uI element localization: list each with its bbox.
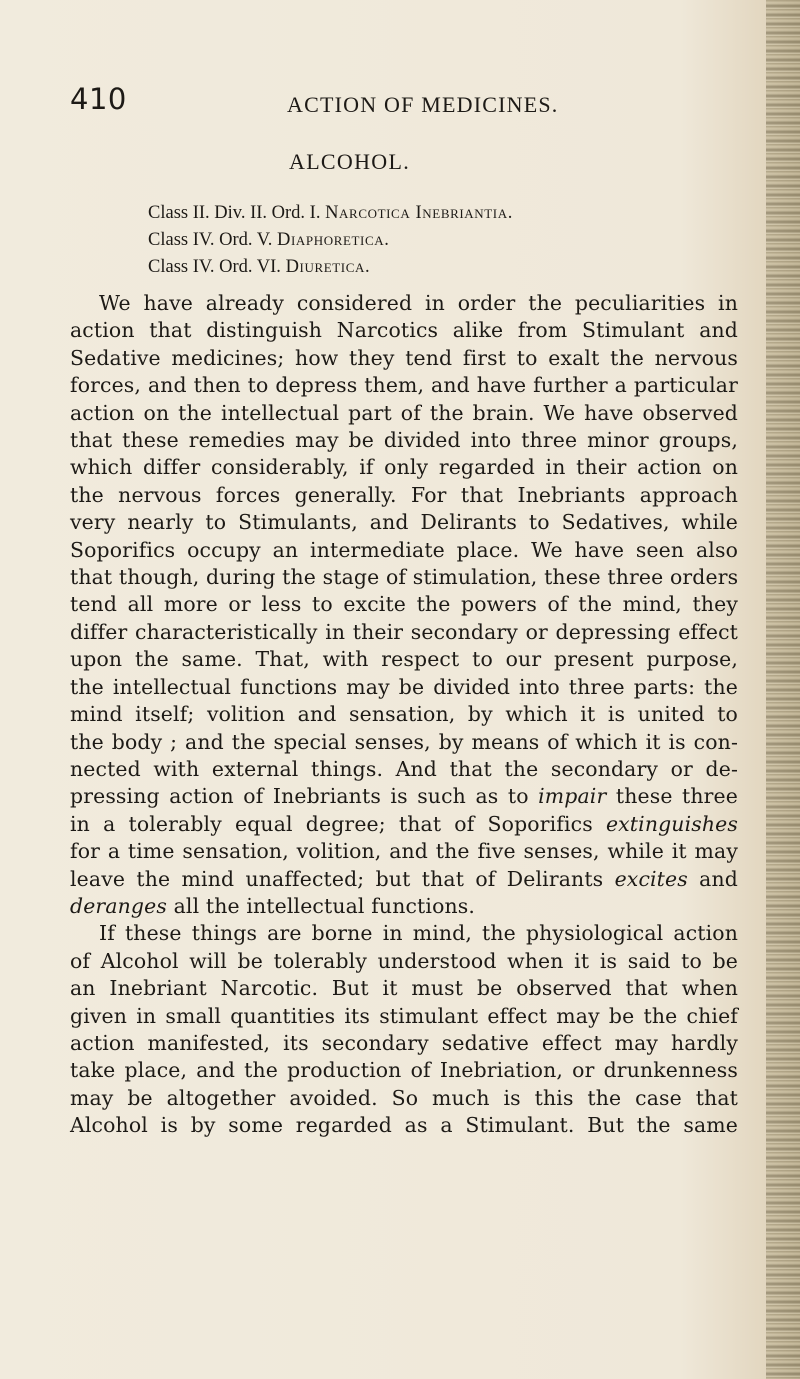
text-line: forces, and then to depress them, and have further a particular <box>70 373 738 398</box>
text-line: given in small quantities its stimulant effect may be the chief <box>70 1003 738 1028</box>
paragraph-1 <box>70 290 738 920</box>
text-line: an Inebriant Narcotic. But it must be observed that when <box>70 976 738 1001</box>
body-text <box>70 290 738 1140</box>
text-line: the body ; and the special senses, by means of which it is con- <box>70 729 738 754</box>
text-line: If these things are borne in mind, the physiological action <box>99 921 738 946</box>
text-line: pressing action of Inebriants is such as to impair these three <box>70 784 738 809</box>
page-header <box>0 82 800 122</box>
classification-list <box>148 200 513 281</box>
text-line: very nearly to Stimulants, and Delirants to Sedatives, while <box>70 510 738 535</box>
classification-line: Class IV. Ord. V. Diaphoretica. <box>148 230 390 250</box>
paragraph-2 <box>70 920 738 1139</box>
text-line: We have already considered in order the peculiarities in <box>99 291 738 315</box>
text-line: action on the intellectual part of the brain. We have observed <box>70 400 738 425</box>
running-head: ACTION OF MEDICINES. <box>287 92 559 117</box>
section-title: ALCOHOL. <box>289 149 411 174</box>
text-line: Soporifics occupy an intermediate place. We have seen also <box>70 537 738 562</box>
classification-line: Class II. Div. II. Ord. I. Narcotica Inebriantia. <box>148 203 513 223</box>
text-line: action that distinguish Narcotics alike from Stimulant and <box>70 318 738 343</box>
text-line: the nervous forces generally. For that Inebriants approach <box>70 482 738 507</box>
text-line: that these remedies may be divided into three minor groups, <box>70 428 738 453</box>
text-line: which differ considerably, if only regarded in their action on <box>70 455 738 480</box>
text-line: differ characteristically in their secondary or depressing effect <box>70 619 738 644</box>
text-line: tend all more or less to excite the powers of the mind, they <box>70 592 738 617</box>
text-line: the intellectual functions may be divided into three parts: the <box>70 674 738 699</box>
text-line: upon the same. That, with respect to our present purpose, <box>70 647 738 672</box>
text-line: in a tolerably equal degree; that of Soporifics extinguishes <box>70 811 738 836</box>
classification-line: Class IV. Ord. VI. Diuretica. <box>148 257 371 277</box>
page-number: 410 <box>70 82 127 116</box>
text-line: deranges all the intellectual functions. <box>70 893 476 918</box>
text-line: action manifested, its secondary sedative effect may hardly <box>70 1030 738 1055</box>
text-line: leave the mind unaffected; but that of Delirants excites and <box>70 866 738 891</box>
text-line: for a time sensation, volition, and the five senses, while it may <box>70 839 738 864</box>
text-line: mind itself; volition and sensation, by which it is united to <box>70 702 738 727</box>
text-line: of Alcohol will be tolerably understood when it is said to be <box>70 948 738 973</box>
text-line: Sedative medicines; how they tend first to exalt the nervous <box>70 345 738 370</box>
page-edge-shadow <box>766 0 800 1379</box>
text-line: that though, during the stage of stimulation, these three orders <box>70 565 739 590</box>
text-line: nected with external things. And that the secondary or de- <box>70 756 738 781</box>
text-line: take place, and the production of Inebriation, or drunkenness <box>70 1058 738 1083</box>
text-line: may be altogether avoided. So much is this the case that <box>70 1085 738 1110</box>
text-line: Alcohol is by some regarded as a Stimulant. But the same <box>70 1113 738 1138</box>
